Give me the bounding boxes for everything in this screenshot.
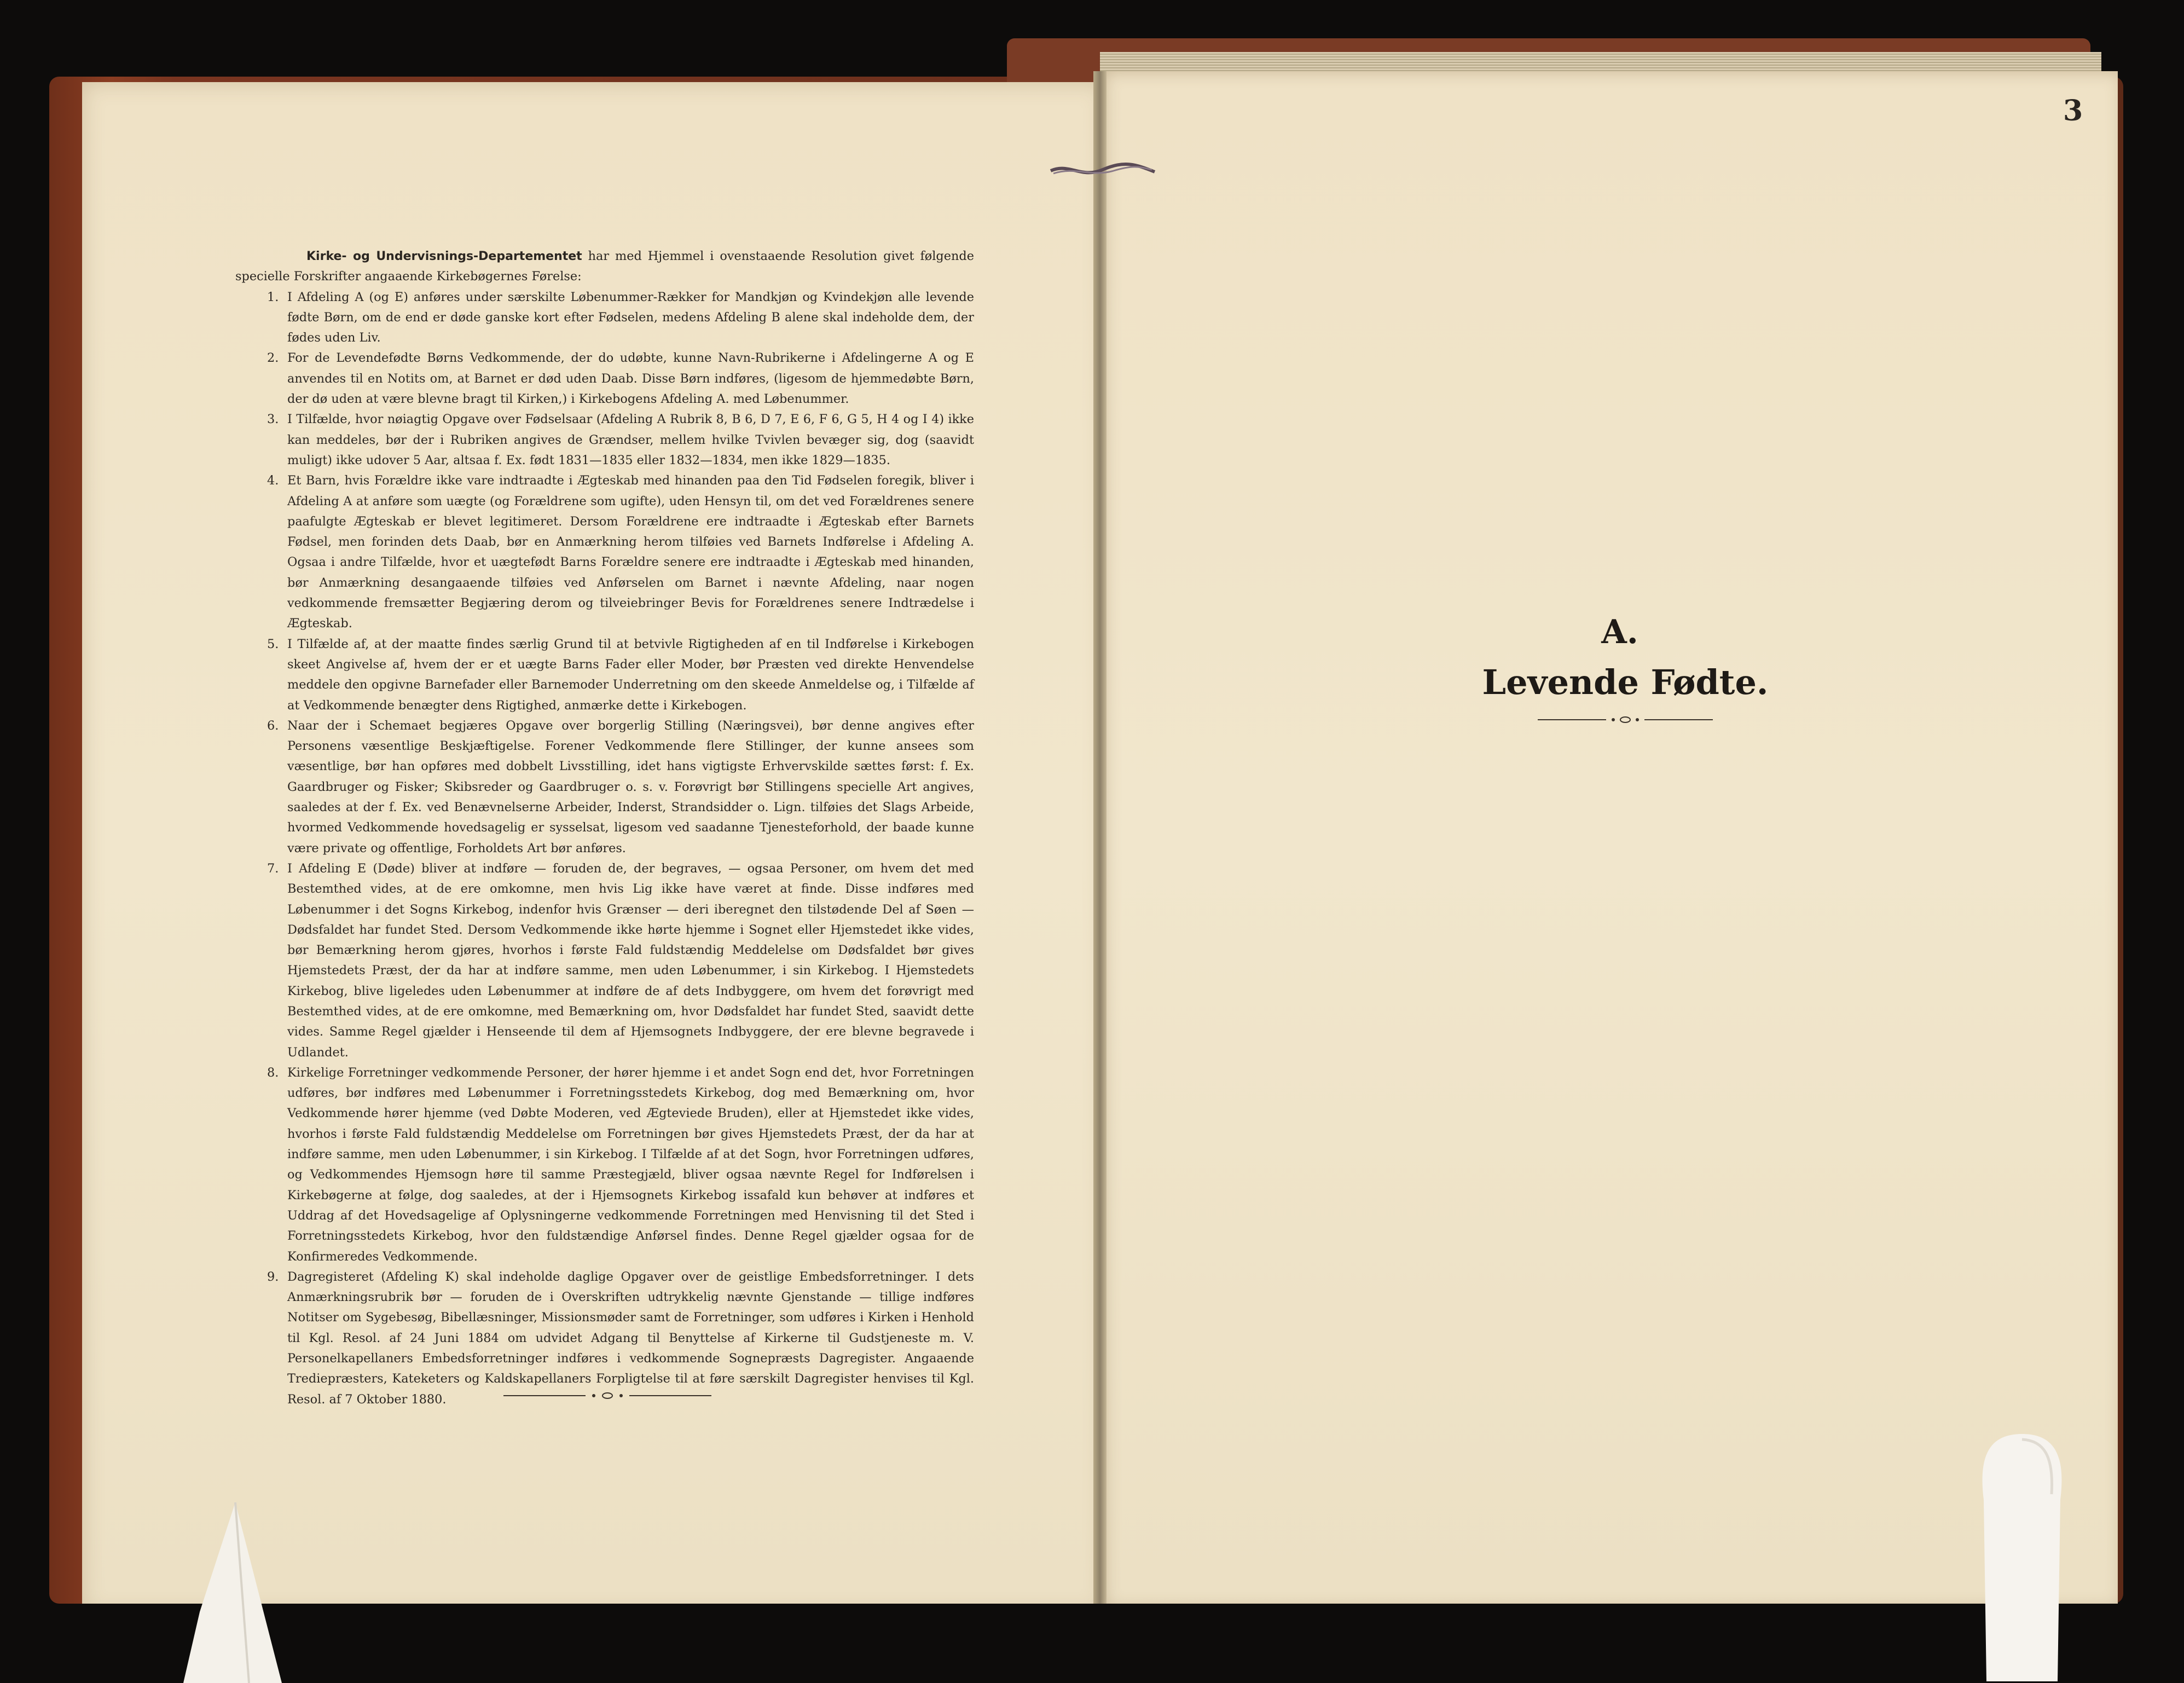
rule-item bbox=[235, 716, 974, 859]
rule-text: I Afdeling E (Døde) bliver at indføre — foruden de, der begraves, — ogsaa Personer, om hvem det med Bestemthed vides, at de ere omkomne, men hvis Lig ikke have været at finde. Disse indføres med Løbenummer i det Sogns Kirkebog, indenfor hvis Grænser — deri iberegnet den tilstødende Del af Søen — Dødsfaldet har fundet Sted. Dersom Vedkommende ikke hørte hjemme i Sognet eller Hjemstedet ikke vides, bør Bemærkning herom gjøres, hvorhos i første Fald fuldstændig Meddelelse om Dødsfaldet bør gives Hjemstedets Præst, der da har at indføre samme, men uden Løbenummer, i sin Kirkebog. I Hjemstedets Kirkebog, blive ligeledes uden Løbenummer at indføre de af dets Indbyggere, om hvem det forøvrigt med Bestemthed vides, at de ere omkomne, med Bemærkning om, hvor Dødsfaldet har fundet Sted, saavidt dette vides. Samme Regel gjælder i Henseende til dem af Hjemsognets Indbyggere, der ere blevne begravede i Udlandet. bbox=[287, 861, 974, 1060]
rule-number: 8. bbox=[267, 1065, 279, 1080]
rule-item bbox=[235, 409, 974, 471]
department-name: Kirke- og Undervisnings-Departementet bbox=[306, 250, 582, 263]
rule-number: 4. bbox=[267, 473, 279, 488]
ornament-divider-right bbox=[1538, 714, 1713, 725]
rule-item bbox=[235, 287, 974, 349]
rule-text: I Tilfælde af, at der maatte findes særlig Grund til at betvivle Rigtigheden af en til Indførelse i Kirkebogen skeet Angivelse af, hvem der er et uægte Barns Fader eller Moder, bør Præsten ved direkte Henvendelse meddele den opgivne Barnefader eller Barnemoder Underretning om den skeede Anmeldelse og, i Tilfælde af at Vedkommende benægter dens Rigtighed, anmærke dette i Kirkebogen. bbox=[287, 637, 974, 713]
rule-item bbox=[235, 1063, 974, 1267]
section-title: Levende Fødte. bbox=[1482, 662, 1769, 702]
rule-text: I Afdeling A (og E) anføres under særskilte Løbenummer-Rækker for Mandkjøn og Kvindekjøn alle levende fødte Børn, om de end er døde ganske kort efter Fødselen, medens Afdeling B alene skal indeholde dem, der fødes uden Liv. bbox=[287, 290, 974, 345]
page-number: 3 bbox=[2063, 94, 2083, 128]
rule-text: For de Levendefødte Børns Vedkommende, der do udøbte, kunne Navn-Rubrikerne i Afdelingerne A og E anvendes til en Notits om, at Barnet er død uden Daab. Disse Børn indføres, (ligesom de hjemmedøbte Børn, der dø uden at være blevne bragt til Kirken,) i Kirkebogens Afdeling A. med Løbenummer. bbox=[287, 351, 974, 407]
rule-item bbox=[235, 348, 974, 409]
rule-number: 3. bbox=[267, 412, 279, 427]
rule-number: 6. bbox=[267, 718, 279, 733]
book-gutter bbox=[1093, 71, 1107, 1609]
rule-item bbox=[235, 471, 974, 634]
rule-item bbox=[235, 859, 974, 1063]
regulations-text bbox=[235, 246, 974, 1410]
bottom-shadow bbox=[0, 1604, 2184, 1681]
page-edges bbox=[1100, 52, 2101, 74]
rule-number: 7. bbox=[267, 861, 279, 876]
rule-item bbox=[235, 634, 974, 716]
rule-text: Naar der i Schemaet begjæres Opgave over borgerlig Stilling (Næringsvei), bør denne angives efter Personens væsentlige Beskjæftigelse. Forener Vedkommende flere Stillinger, der kunne ansees som væsentlige, bør han opføres med dobbelt Livsstilling, idet hans vigtigste Erhvervskilde sættes først: f. Ex. Gaardbruger og Fisker; Skibsreder og Gaardbruger o. s. v. Forøvrigt bør Stillingens specielle Art angives, saaledes at der f. Ex. ved Benævnelserne Arbeider, Inderst, Strandsidder o. Lign. tilføies det Slags Arbeide, hvormed Vedkommende hovedsagelig er sysselsat, ligesom ved saadanne Tjenesteforhold, der baade kunne være private og offentlige, Forholdets Art bør anføres. bbox=[287, 718, 974, 855]
rule-item bbox=[235, 1267, 974, 1410]
intro-text: har med Hjemmel i ovenstaaende Resolution givet følgende specielle Forskrifter angaaende Kirkebøgernes Førelse: bbox=[235, 249, 974, 284]
rule-text: Et Barn, hvis Forældre ikke vare indtraadte i Ægteskab med hinanden paa den Tid Fødselen foregik, bliver i Afdeling A at anføre som uægte (og Forældrene som ugifte), uden Hensyn til, om det ved Forældrenes senere paafulgte Ægteskab er blevet legitimeret. Dersom Forældrene ere indtraadte i Ægteskab efter Barnets Fødsel, men forinden dets Daab, bør en Anmærkning herom tilføies ved Barnets Indførelse i Afdeling A. Ogsaa i andre Tilfælde, hvor et uægtefødt Barns Forældre senere ere indtraadte i Ægteskab med hinanden, bør Anmærkning desangaaende tilføies ved Anførselen om Barnet i nævnte Afdeling, naar nogen vedkommende fremsætter Begjæring derom og tilveiebringer Bevis for Forældrenes senere Indtrædelse i Ægteskab. bbox=[287, 473, 974, 631]
ornament-divider-left bbox=[503, 1390, 711, 1401]
binding-thread bbox=[1048, 160, 1157, 182]
page-holder-right bbox=[1978, 1434, 2066, 1681]
rule-text: I Tilfælde, hvor nøiagtig Opgave over Fødselsaar (Afdeling A Rubrik 8, B 6, D 7, E 6, F 6, G 5, H 4 og I 4) ikke kan meddeles, bør der i Rubriken angives de Grændser, mellem hvilke Tvivlen bevæger sig, dog (saavidt muligt) ikke udover 5 Aar, altsaa f. Ex. født 1831—1835 eller 1832—1834, men ikke 1829—1835. bbox=[287, 412, 974, 467]
page-holder-left bbox=[183, 1502, 282, 1683]
rule-text: Kirkelige Forretninger vedkommende Personer, der hører hjemme i et andet Sogn end det, hvor Forretningen udføres, bør indføres med Løbenummer i Forretningsstedets Kirkebog, dog med Bemærkning om, hvor Vedkommende hører hjemme (ved Døbte Moderen, ved Ægteviede Bruden), eller at Hjemstedet ikke vides, hvorhos i første Fald fuldstændig Meddelelse om Forretningen bør gives Hjemstedets Præst, der da har at indføre samme, men uden Løbenummer, i sin Kirkebog. I Tilfælde af at det Sogn, hvor Forretningen udføres, og Vedkommendes Hjemsogn høre til samme Præstegjæld, bliver ogsaa nævnte Regel for Indførelsen i Kirkebøgerne at følge, dog saaledes, at der i Hjemsognets Kirkebog issafald kun behøver at indføres et Uddrag af det Hovedsagelige af Oplysningerne vedkommende Forretningen med Henvisning til det Sted i Forretningsstedets Kirkebog, hvor den fuldstændige Anførsel findes. Denne Regel gjælder ogsaa for de Konfirmeredes Vedkommende. bbox=[287, 1065, 974, 1264]
rule-number: 2. bbox=[267, 351, 279, 366]
rule-number: 5. bbox=[267, 637, 279, 651]
rule-number: 1. bbox=[267, 290, 279, 304]
right-page bbox=[1100, 71, 2118, 1609]
intro-paragraph bbox=[235, 246, 974, 287]
rule-text: Dagregisteret (Afdeling K) skal indeholde daglige Opgaver over de geistlige Embedsforretninger. I dets Anmærkningsrubrik bør — foruden de i Overskriften udtrykkelig nævnte Gjenstande — tillige indføres Notitser om Sygebesøg, Bibellæsninger, Missionsmøder samt de Forretninger, som udføres i Kirken i Henhold til Kgl. Resol. af 24 Juni 1884 om udvidet Adgang til Benyttelse af Kirkerne til Gudstjeneste m. V. Personelkapellaners Embedsforretninger indføres i vedkommende Sognepræsts Dagregister. Angaaende Trediepræsters, Kateketers og Kaldskapellaners Forpligtelse til at føre særskilt Dagregister henvises til Kgl. Resol. af 7 Oktober 1880. bbox=[287, 1269, 974, 1407]
rule-number: 9. bbox=[267, 1269, 279, 1284]
rules-list bbox=[235, 287, 974, 1410]
section-letter: A. bbox=[1601, 613, 1638, 651]
